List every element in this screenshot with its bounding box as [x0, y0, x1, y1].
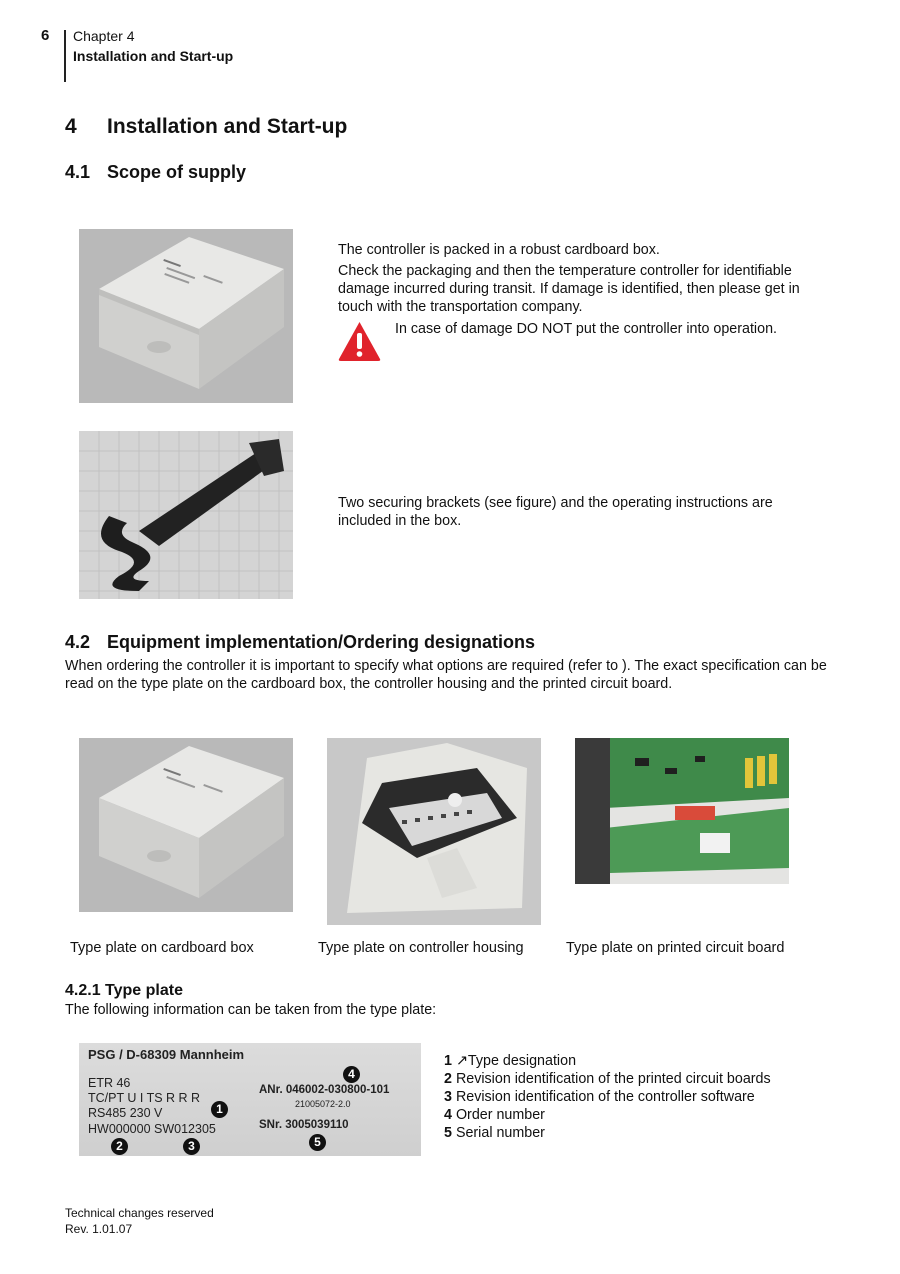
list-item: 3 Revision identification of the controller software	[444, 1089, 755, 1105]
plate-serial-number: SNr. 3005039110	[259, 1119, 349, 1131]
page-number: 6	[41, 27, 50, 44]
cardboard-box-photo	[79, 229, 293, 403]
equipment-title: Equipment implementation/Ordering designations	[107, 632, 536, 652]
housing-type-plate-photo	[327, 738, 541, 925]
header-divider	[64, 30, 66, 82]
list-item: 4 Order number	[444, 1107, 545, 1123]
equipment-number: 4.2	[65, 632, 91, 652]
caption-housing: Type plate on controller housing	[318, 940, 524, 956]
section-number: 4	[65, 115, 77, 138]
caption-pcb: Type plate on printed circuit board	[566, 940, 785, 956]
footer-note: Technical changes reserved	[65, 1206, 214, 1220]
securing-bracket-photo	[79, 431, 293, 599]
list-item: 1 ↗Type designation	[444, 1053, 577, 1069]
plate-sub-number: 21005072-2.0	[295, 1099, 351, 1109]
plate-inputs: TC/PT U I TS R R R	[88, 1091, 201, 1105]
chapter-title: Installation and Start-up	[73, 48, 234, 64]
scope-title: Scope of supply	[107, 162, 247, 182]
chapter-label: Chapter 4	[73, 28, 135, 44]
scope-number: 4.1	[65, 162, 91, 182]
plate-supply: RS485 230 V	[88, 1106, 163, 1120]
plate-versions: HW000000 SW012305	[88, 1122, 216, 1136]
equipment-para: When ordering the controller it is important to specify what options are required (refer to ). The exact specification can be read on the type plate on the cardboard box, the controller housing and the printed circuit board.	[65, 658, 827, 692]
type-plate-title: Type plate	[105, 982, 183, 999]
scope-para-1: The controller is packed in a robust cardboard box.	[338, 242, 660, 258]
caption-box: Type plate on cardboard box	[70, 940, 254, 956]
warning-text: In case of damage DO NOT put the controller into operation.	[395, 321, 777, 337]
plate-marker-2: 2	[111, 1138, 128, 1155]
footer-revision: Rev. 1.01.07	[65, 1222, 133, 1236]
list-item: 5 Serial number	[444, 1125, 545, 1141]
plate-marker-1: 1	[211, 1101, 228, 1118]
scope-para-3: Two securing brackets (see figure) and the operating instructions are included in the box.	[338, 495, 773, 529]
list-item: 2 Revision identification of the printed circuit boards	[444, 1071, 771, 1087]
scope-para-2: Check the packaging and then the temperature controller for identifiable damage incurred during transit. If damage is identified, then please get in touch with the transportation company.	[338, 263, 800, 315]
plate-order-number: ANr. 046002-030800-101	[259, 1084, 390, 1096]
plate-model: ETR 46	[88, 1076, 131, 1090]
equipment-heading	[65, 632, 535, 653]
type-plate-intro: The following information can be taken from the type plate:	[65, 1002, 437, 1018]
plate-marker-3: 3	[183, 1138, 200, 1155]
warning-icon	[337, 320, 382, 362]
box-type-plate-photo	[79, 738, 293, 912]
type-plate-image	[79, 1043, 421, 1156]
footer	[65, 1205, 214, 1237]
section-title: Installation and Start-up	[107, 115, 348, 138]
scope-heading	[65, 162, 246, 183]
plate-marker-5: 5	[309, 1134, 326, 1151]
type-plate-heading	[65, 982, 183, 1000]
plate-marker-4: 4	[343, 1066, 360, 1083]
plate-maker: PSG / D-68309 Mannheim	[88, 1047, 245, 1062]
pcb-type-plate-photo	[575, 738, 789, 884]
section-heading	[65, 115, 347, 139]
type-plate-number: 4.2.1	[65, 982, 101, 999]
type-plate-legend	[444, 1052, 771, 1142]
